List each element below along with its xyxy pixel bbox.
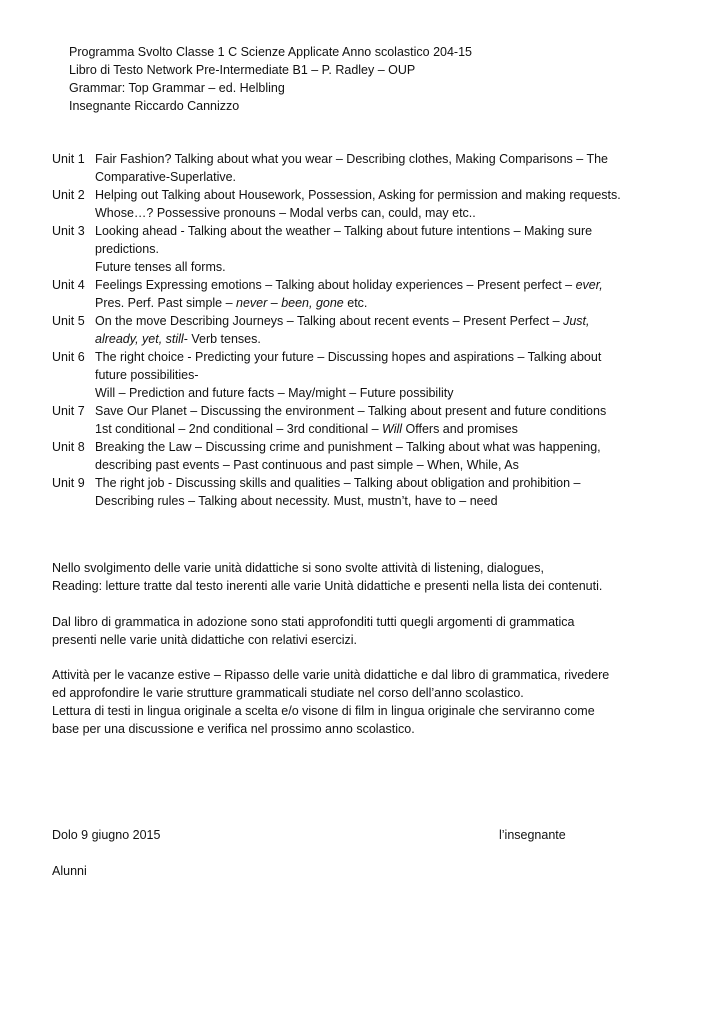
unit-6: [52, 348, 672, 402]
paragraph-line: Lettura di testi in lingua originale a scelta e/o visone di film in lingua originale che serviranno come: [52, 704, 595, 718]
header-teacher-line: Insegnante Riccardo Cannizzo: [69, 99, 240, 113]
teacher-signature-label: l’insegnante: [499, 828, 566, 842]
paragraph-line: ed approfondire le varie strutture grammaticali studiate nel corso dell’anno scolastico.: [52, 686, 524, 700]
unit-text: Future tenses all forms.: [95, 260, 226, 274]
paragraph-line: base per una discussione e verifica nel prossimo anno scolastico.: [52, 722, 415, 736]
students-label: Alunni: [52, 864, 87, 878]
unit-8: [52, 438, 672, 474]
unit-text: Comparative-Superlative.: [95, 170, 237, 184]
unit-text: Looking ahead - Talking about the weather – Talking about future intentions – Making sure: [95, 224, 593, 238]
unit-4: [52, 276, 672, 312]
unit-text-italic: never – been, gone: [236, 296, 344, 310]
unit-text: Will – Prediction and future facts – May/might – Future possibility: [95, 386, 454, 400]
unit-9: [52, 474, 672, 510]
unit-label: Unit 4: [52, 278, 85, 292]
paragraph-summer: [52, 666, 672, 738]
unit-label: Unit 5: [52, 314, 85, 328]
document-header: [69, 43, 472, 115]
header-textbook-line: Libro di Testo Network Pre-Intermediate B1 – P. Radley – OUP: [69, 63, 416, 77]
unit-text: etc.: [343, 296, 368, 310]
unit-2: [52, 186, 672, 222]
unit-label: Unit 9: [52, 476, 85, 490]
unit-text: Breaking the Law – Discussing crime and punishment – Talking about what was happening,: [95, 440, 601, 454]
unit-text: Describing rules – Talking about necessity. Must, mustn’t, have to – need: [95, 494, 498, 508]
paragraph-line: Reading: letture tratte dal testo inerenti alle varie Unità didattiche e presenti nella lista dei contenuti.: [52, 579, 603, 593]
unit-7: [52, 402, 672, 438]
unit-label: Unit 3: [52, 224, 85, 238]
unit-text: Pres. Perf. Past simple –: [95, 296, 237, 310]
unit-text: Helping out Talking about Housework, Possession, Asking for permission and making requests.: [95, 188, 621, 202]
unit-text: describing past events – Past continuous and past simple – When, While, As: [95, 458, 519, 472]
unit-label: Unit 8: [52, 440, 85, 454]
unit-text: - Verb tenses.: [183, 332, 261, 346]
unit-label: Unit 2: [52, 188, 85, 202]
unit-label: Unit 6: [52, 350, 85, 364]
unit-text: Feelings Expressing emotions – Talking about holiday experiences – Present perfect –: [95, 278, 576, 292]
unit-text-italic: ever,: [575, 278, 603, 292]
unit-text: The right choice - Predicting your future – Discussing hopes and aspirations – Talking about: [95, 350, 602, 364]
units-list: [52, 150, 672, 510]
unit-text: predictions.: [95, 242, 159, 256]
header-program-line: Programma Svolto Classe 1 C Scienze Applicate Anno scolastico 204-15: [69, 45, 472, 59]
unit-text: Whose…? Possessive pronouns – Modal verbs can, could, may etc..: [95, 206, 476, 220]
unit-text: Save Our Planet – Discussing the environment – Talking about present and future conditions: [95, 404, 607, 418]
unit-text-italic: already, yet, still: [95, 332, 184, 346]
paragraph-line: Nello svolgimento delle varie unità didattiche si sono svolte attività di listening, dialogues,: [52, 561, 544, 575]
unit-label: Unit 1: [52, 152, 85, 166]
unit-1: [52, 150, 672, 186]
unit-text-italic: Just,: [563, 314, 590, 328]
header-grammar-line: Grammar: Top Grammar – ed. Helbling: [69, 81, 285, 95]
paragraph-grammar: [52, 613, 672, 649]
unit-3: [52, 222, 672, 276]
unit-text: Offers and promises: [402, 422, 518, 436]
paragraph-activities: [52, 559, 672, 595]
unit-text: future possibilities-: [95, 368, 199, 382]
unit-5: [52, 312, 672, 348]
paragraph-line: presenti nelle varie unità didattiche con relativi esercizi.: [52, 633, 358, 647]
unit-text: The right job - Discussing skills and qualities – Talking about obligation and prohibition –: [95, 476, 581, 490]
paragraph-line: Dal libro di grammatica in adozione sono stati approfonditi tutti quegli argomenti di grammatica: [52, 615, 575, 629]
unit-text: Fair Fashion? Talking about what you wear – Describing clothes, Making Comparisons – The: [95, 152, 608, 166]
unit-text-italic: Will: [382, 422, 403, 436]
unit-text: On the move Describing Journeys – Talking about recent events – Present Perfect –: [95, 314, 564, 328]
unit-label: Unit 7: [52, 404, 85, 418]
unit-text: 1st conditional – 2nd conditional – 3rd conditional –: [95, 422, 383, 436]
document-date: Dolo 9 giugno 2015: [52, 828, 161, 842]
paragraph-line: Attività per le vacanze estive – Ripasso delle varie unità didattiche e dal libro di grammatica, rivedere: [52, 668, 610, 682]
